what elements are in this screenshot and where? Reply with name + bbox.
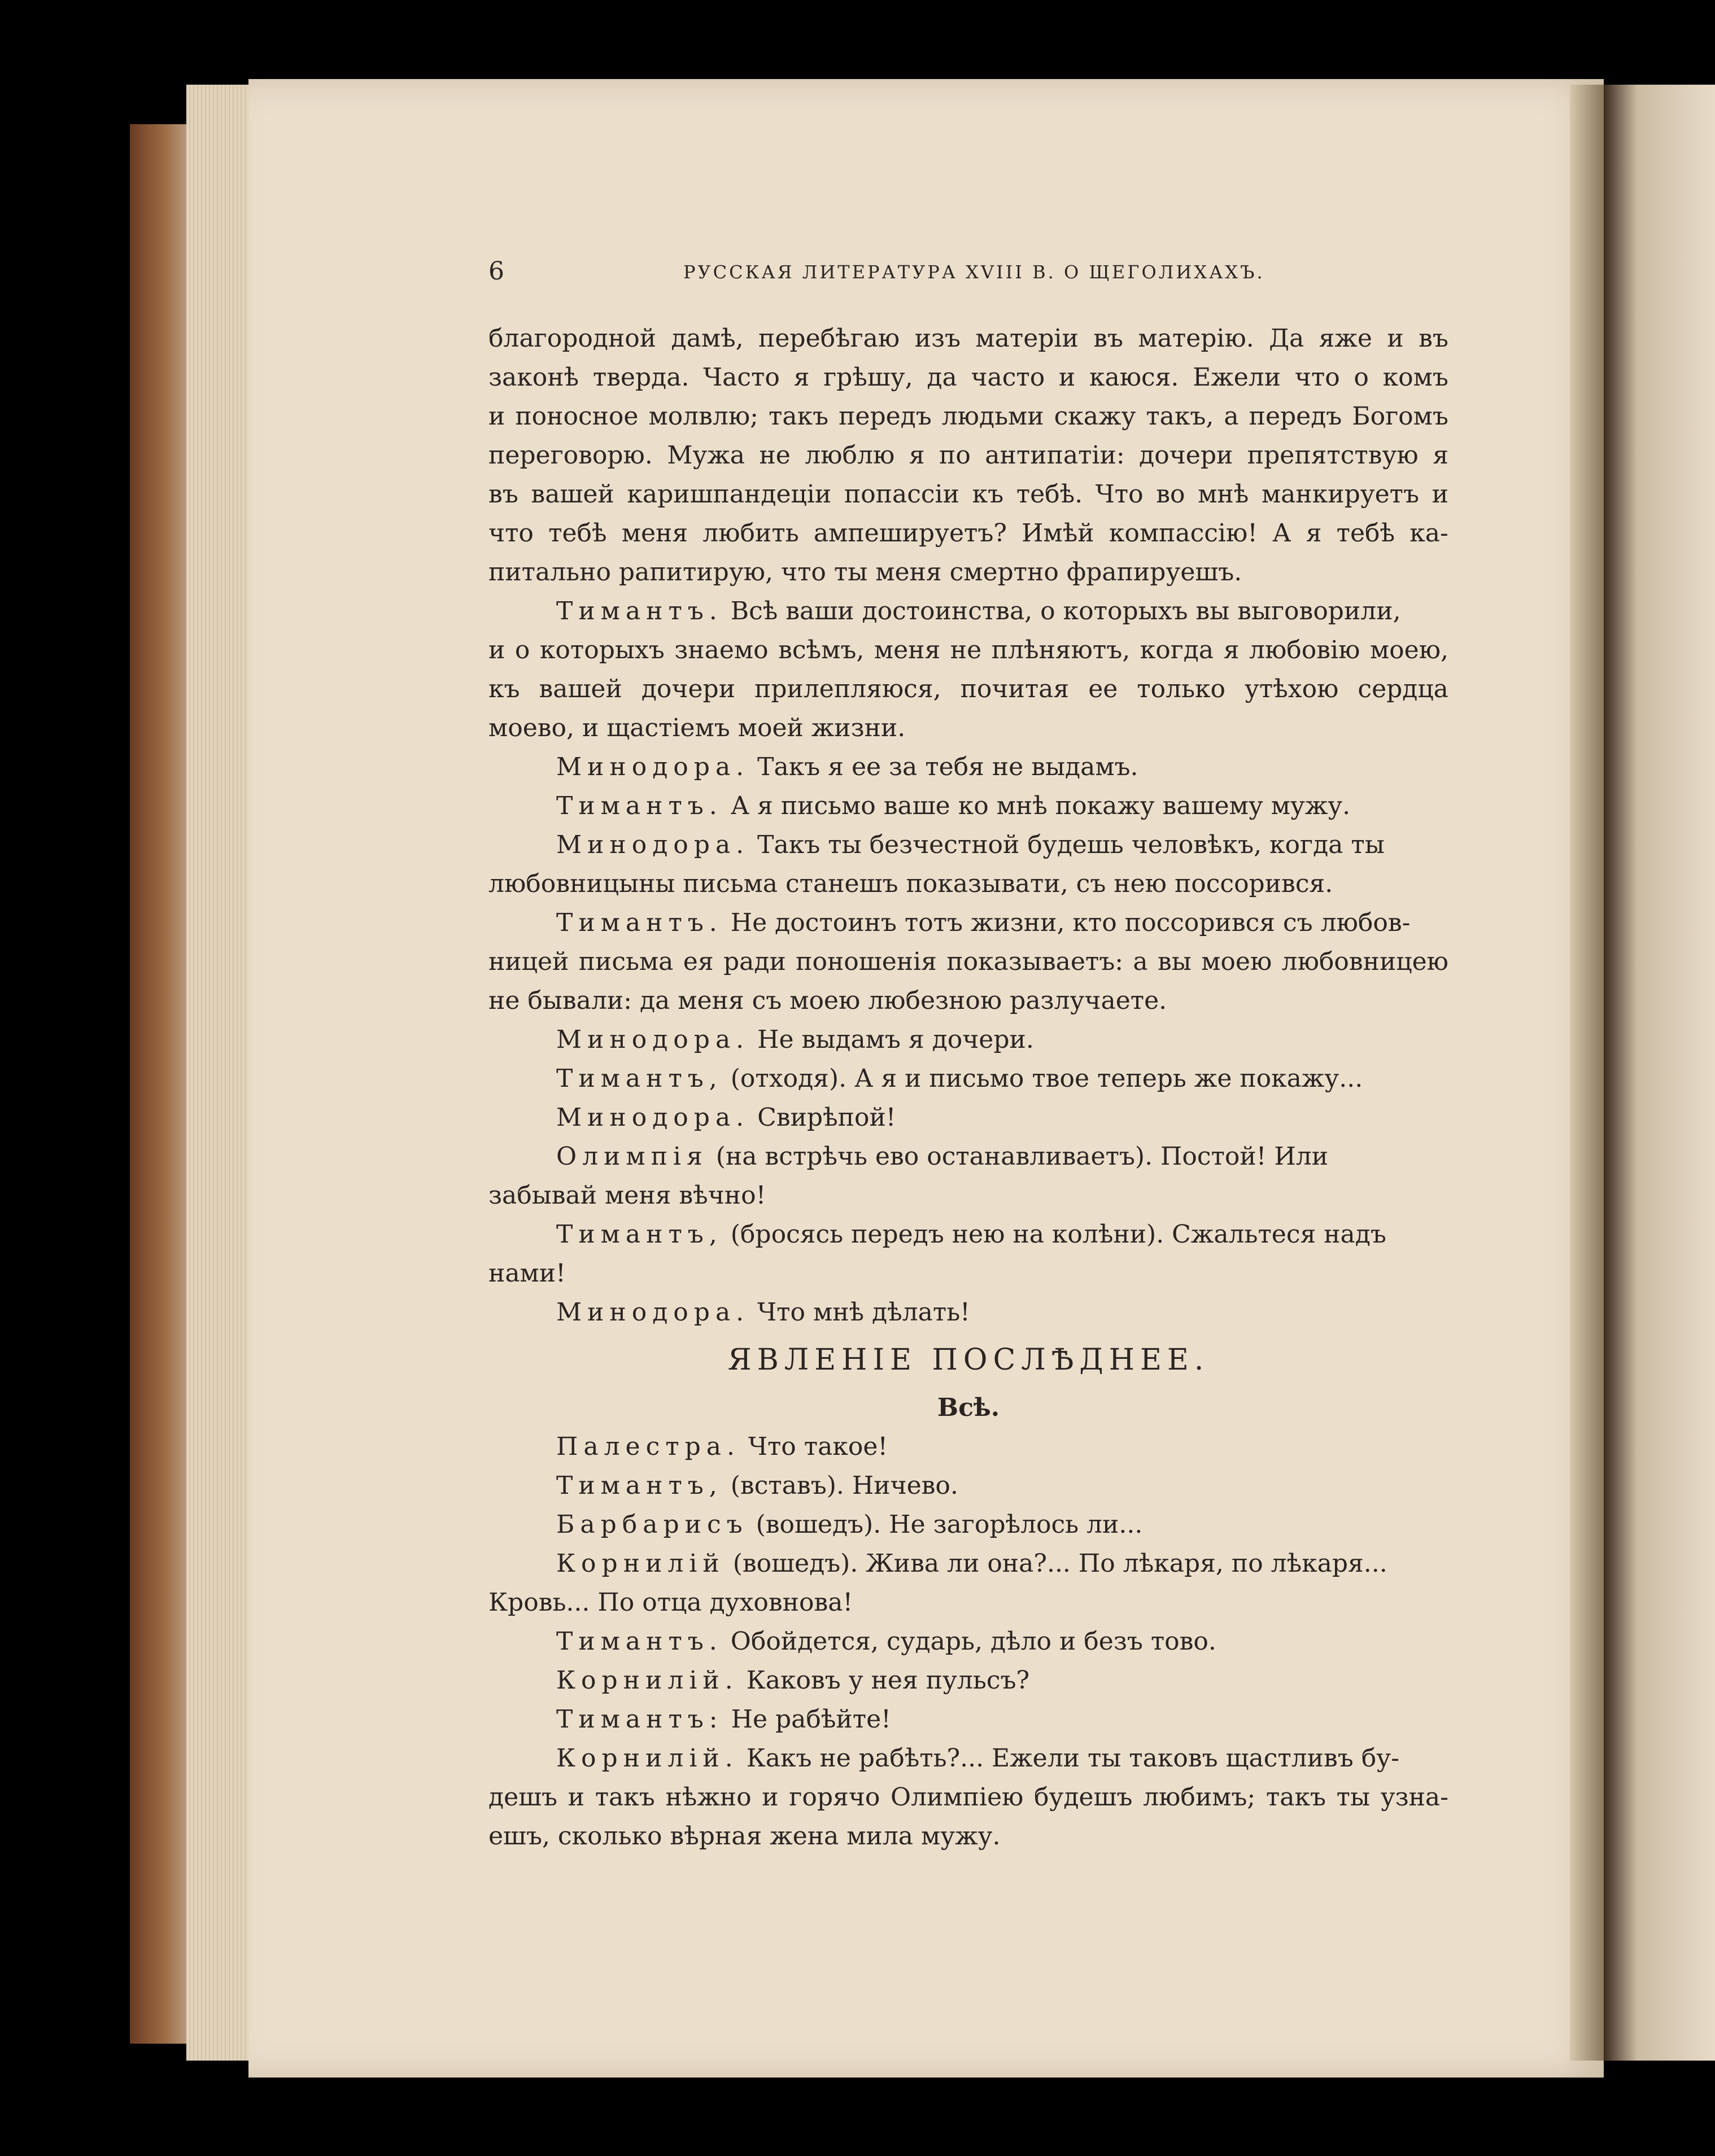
- line-text: Обойдется, сударь, дѣло и безъ тово.: [722, 1627, 1216, 1656]
- line-text: Какъ не рабѣть?... Ежели ты таковъ щастливъ бу-: [738, 1744, 1400, 1773]
- word: Богомъ: [1352, 402, 1448, 431]
- speaker-name: Палестра.: [556, 1432, 740, 1461]
- text-body-2: [488, 1427, 1448, 1856]
- speaker-name: Минодора.: [556, 1103, 750, 1132]
- speaker-name: Барбарисъ: [556, 1510, 748, 1539]
- word: я: [1223, 636, 1240, 664]
- word: о: [514, 636, 530, 664]
- text-line: [488, 942, 1448, 981]
- text-line: [488, 1817, 1448, 1856]
- text-line: [488, 1466, 1448, 1505]
- text-line: [488, 1254, 1448, 1293]
- word: сердца: [1358, 675, 1448, 703]
- word: ради: [723, 947, 786, 976]
- word: тебѣ.: [1016, 480, 1083, 509]
- line-text: Свирѣпой!: [749, 1103, 896, 1132]
- word: письма: [578, 947, 674, 976]
- text-line: [488, 631, 1448, 670]
- line-text: Не рабѣйте!: [723, 1705, 891, 1734]
- word: я: [793, 363, 810, 392]
- word: перебѣгаю: [758, 324, 900, 353]
- speaker-name: Тимантъ,: [556, 1471, 723, 1500]
- word: антипатіи:: [985, 441, 1125, 470]
- line-text: питально рапитирую, что ты меня смертно фрапируешъ.: [488, 558, 1242, 587]
- text-line: [488, 1739, 1448, 1778]
- text-line: [488, 358, 1448, 397]
- text-line: [488, 1622, 1448, 1661]
- word: комъ: [1382, 363, 1448, 392]
- word: утѣхою: [1245, 675, 1339, 703]
- word: любовію: [1249, 636, 1360, 664]
- word: что: [488, 519, 534, 548]
- line-text: Такъ я ее за тебя не выдамъ.: [749, 753, 1138, 781]
- word: нѣжно: [665, 1783, 752, 1812]
- word: люблю: [805, 441, 895, 470]
- word: ее: [1088, 675, 1118, 703]
- word: не: [950, 636, 982, 664]
- word: о: [1354, 363, 1369, 392]
- word: любимъ;: [1143, 1783, 1256, 1812]
- word: каришпандеціи: [627, 480, 832, 509]
- running-title: РУССКАЯ ЛИТЕРАТУРА XVIII В. О ЩЕГОЛИХАХЪ.: [683, 261, 1265, 283]
- speaker-name: Минодора.: [556, 830, 750, 859]
- word: ты: [1336, 1783, 1371, 1812]
- line-text: Каковъ у нея пульсъ?: [738, 1666, 1030, 1695]
- word: меня: [621, 519, 688, 548]
- word: скажу: [1054, 402, 1136, 431]
- word: всѣмъ,: [778, 636, 865, 664]
- word: Ежели: [1193, 363, 1281, 392]
- line-text: Всѣ ваши достоинства, о которыхъ вы выговорили,: [722, 597, 1401, 626]
- word: переговорю.: [488, 441, 653, 470]
- word: любовницею: [1281, 947, 1448, 976]
- text-line: [488, 1778, 1448, 1817]
- line-text: (вставъ). Ничево.: [722, 1471, 958, 1500]
- line-text: (на встрѣчь ево останавливаетъ). Постой! Или: [708, 1142, 1329, 1171]
- word: часто: [971, 363, 1045, 392]
- word: каюся.: [1089, 363, 1179, 392]
- word: яже: [1319, 324, 1372, 353]
- page-number: 6: [488, 257, 506, 286]
- word: манкируетъ: [1261, 480, 1419, 509]
- word: Мужа: [667, 441, 745, 470]
- word: любить: [702, 519, 799, 548]
- word: а: [1133, 947, 1148, 976]
- word: Часто: [703, 363, 780, 392]
- word: и: [1058, 363, 1076, 392]
- line-text: А я письмо ваше ко мнѣ покажу вашему мужу.: [722, 791, 1351, 820]
- word: только: [1137, 675, 1226, 703]
- word: плѣняютъ,: [991, 636, 1131, 664]
- line-text: (вошедъ). Жива ли она?... По лѣкаря, по лѣкаря...: [725, 1549, 1387, 1578]
- word: дочери: [1139, 441, 1233, 470]
- word: и: [762, 1783, 779, 1812]
- text-line: [488, 553, 1448, 592]
- word: и: [488, 402, 505, 431]
- word: почитая: [960, 675, 1070, 703]
- text-line: [488, 1137, 1448, 1176]
- word: къ: [972, 480, 1004, 509]
- speaker-name: Корнилій: [556, 1549, 725, 1578]
- word: меня: [874, 636, 941, 664]
- text-line: [488, 747, 1448, 786]
- word: тебѣ: [548, 519, 607, 548]
- speaker-name: Тимантъ.: [556, 908, 723, 937]
- speaker-name: Минодора.: [556, 1298, 750, 1327]
- text-line: [488, 1700, 1448, 1739]
- word: къ: [488, 675, 520, 703]
- word: дочери: [641, 675, 736, 703]
- text-line: [488, 514, 1448, 553]
- speaker-name: Олимпія: [556, 1142, 708, 1171]
- word: такъ: [595, 1783, 655, 1812]
- text-line: [488, 825, 1448, 864]
- facing-page: [1604, 85, 1715, 2061]
- word: передъ: [839, 402, 932, 431]
- word: А: [1272, 519, 1291, 548]
- word: поносное: [515, 402, 639, 431]
- word: знаемо: [674, 636, 769, 664]
- word: ницей: [488, 947, 569, 976]
- word: препятствую: [1247, 441, 1419, 470]
- word: ея: [683, 947, 714, 976]
- line-text: (бросясь передъ нею на колѣни). Сжальтеся надъ: [722, 1220, 1386, 1249]
- word: что: [1294, 363, 1340, 392]
- text-line: [488, 1098, 1448, 1137]
- word: Имѣй: [1022, 519, 1094, 548]
- word: по: [939, 441, 971, 470]
- speaker-name: Корнилій.: [556, 1666, 739, 1695]
- word: и: [1432, 480, 1448, 509]
- line-text: (отходя). А я и письмо твое теперь же покажу...: [722, 1064, 1363, 1093]
- speaker-name: Тимантъ,: [556, 1220, 723, 1249]
- speaker-name: Тимантъ.: [556, 1627, 723, 1656]
- text-line: [488, 864, 1448, 903]
- text-line: [488, 981, 1448, 1020]
- text-line: [488, 397, 1448, 436]
- word: молвлю;: [648, 402, 758, 431]
- word: ка-: [1409, 519, 1448, 548]
- word: моею: [1201, 947, 1272, 976]
- word: людьми: [941, 402, 1044, 431]
- line-text: не бывали: да меня съ моею любезною разлучаете.: [488, 986, 1167, 1015]
- word: законѣ: [488, 363, 579, 392]
- word: которыхъ: [539, 636, 665, 664]
- speaker-name: Минодора.: [556, 753, 750, 781]
- word: я: [1433, 441, 1448, 470]
- word: грѣшу,: [823, 363, 913, 392]
- speaker-name: Корнилій.: [556, 1744, 739, 1773]
- line-text: Не выдамъ я дочери.: [749, 1025, 1034, 1054]
- word: мнѣ: [1198, 480, 1249, 509]
- word: въ: [488, 480, 518, 509]
- text-line: [488, 436, 1448, 475]
- word: компассію!: [1109, 519, 1258, 548]
- gutter: [1570, 85, 1604, 2061]
- word: горячо: [789, 1783, 880, 1812]
- line-text: Такъ ты безчестной будешь человѣкъ, когда ты: [749, 830, 1385, 859]
- section-subheading: Всѣ.: [937, 1393, 1000, 1422]
- word: такъ: [769, 402, 829, 431]
- line-text: ешъ, сколько вѣрная жена мила мужу.: [488, 1822, 1001, 1851]
- line-text: Не достоинъ тотъ жизни, кто поссорився съ любов-: [722, 908, 1411, 937]
- word: я: [1306, 519, 1322, 548]
- text-line: [488, 319, 1448, 358]
- speaker-name: Тимантъ.: [556, 791, 723, 820]
- line-text: Что мнѣ дѣлать!: [749, 1298, 970, 1327]
- word: дешъ: [488, 1783, 558, 1812]
- word: тебѣ: [1336, 519, 1395, 548]
- word: матерію.: [1138, 324, 1254, 353]
- word: въ: [1093, 324, 1123, 353]
- line-text: забывай меня вѣчно!: [488, 1181, 766, 1210]
- line-text: Что такое!: [740, 1432, 888, 1461]
- speaker-name: Минодора.: [556, 1025, 750, 1054]
- word: во: [1156, 480, 1185, 509]
- word: Олимпіею: [891, 1783, 1024, 1812]
- word: ампешируетъ?: [813, 519, 1007, 548]
- text-line: [488, 1293, 1448, 1332]
- word: вы: [1158, 947, 1192, 976]
- word: изъ: [914, 324, 961, 353]
- word: не: [759, 441, 791, 470]
- text-line: [488, 1176, 1448, 1215]
- section-heading: ЯВЛЕНІЕ ПОСЛѢДНЕЕ.: [727, 1343, 1210, 1377]
- line-text: (вошедъ). Не загорѣлось ли...: [748, 1510, 1143, 1539]
- word: такъ,: [1146, 402, 1214, 431]
- word: матеріи: [975, 324, 1079, 353]
- word: когда: [1140, 636, 1214, 664]
- text-body-1: [488, 319, 1448, 1332]
- word: дамѣ,: [671, 324, 744, 353]
- word: вашей: [539, 675, 622, 703]
- text-line: [488, 1661, 1448, 1700]
- word: поношенія: [796, 947, 937, 976]
- word: да: [927, 363, 957, 392]
- speaker-name: Тимантъ:: [556, 1705, 723, 1734]
- line-text: нами!: [488, 1259, 566, 1288]
- text-line: [488, 1427, 1448, 1466]
- word: и: [1387, 324, 1404, 353]
- word: показываетъ:: [946, 947, 1124, 976]
- word: будешъ: [1034, 1783, 1133, 1812]
- text-line: [488, 1215, 1448, 1254]
- word: такъ: [1265, 1783, 1326, 1812]
- word: узна-: [1380, 1783, 1448, 1812]
- text-line: [488, 709, 1448, 747]
- word: я: [909, 441, 925, 470]
- text-line: [488, 786, 1448, 825]
- word: вашей: [531, 480, 614, 509]
- line-text: любовницыны письма станешъ показывати, съ нею поссорився.: [488, 869, 1333, 898]
- word: благородной: [488, 324, 657, 353]
- text-line: [488, 592, 1448, 631]
- word: въ: [1419, 324, 1448, 353]
- word: тверда.: [592, 363, 690, 392]
- word: и: [568, 1783, 585, 1812]
- text-line: [488, 1583, 1448, 1622]
- text-line: [488, 1020, 1448, 1059]
- word: попассіи: [844, 480, 959, 509]
- speaker-name: Тимантъ.: [556, 597, 723, 626]
- word: прилепляюся,: [754, 675, 941, 703]
- text-line: [488, 670, 1448, 709]
- word: а: [1224, 402, 1239, 431]
- speaker-name: Тимантъ,: [556, 1064, 723, 1093]
- page-text: [488, 257, 1448, 1856]
- text-line: [488, 1544, 1448, 1583]
- text-line: [488, 475, 1448, 514]
- text-line: [488, 903, 1448, 942]
- word: и: [488, 636, 505, 664]
- line-text: моево, и щастіемъ моей жизни.: [488, 714, 906, 742]
- word: передъ: [1249, 402, 1342, 431]
- text-line: [488, 1059, 1448, 1098]
- text-line: [488, 1505, 1448, 1544]
- running-header: [488, 257, 1448, 291]
- word: Да: [1269, 324, 1304, 353]
- line-text: Кровь... По отца духовнова!: [488, 1588, 853, 1617]
- word: Что: [1095, 480, 1144, 509]
- word: моею,: [1369, 636, 1448, 664]
